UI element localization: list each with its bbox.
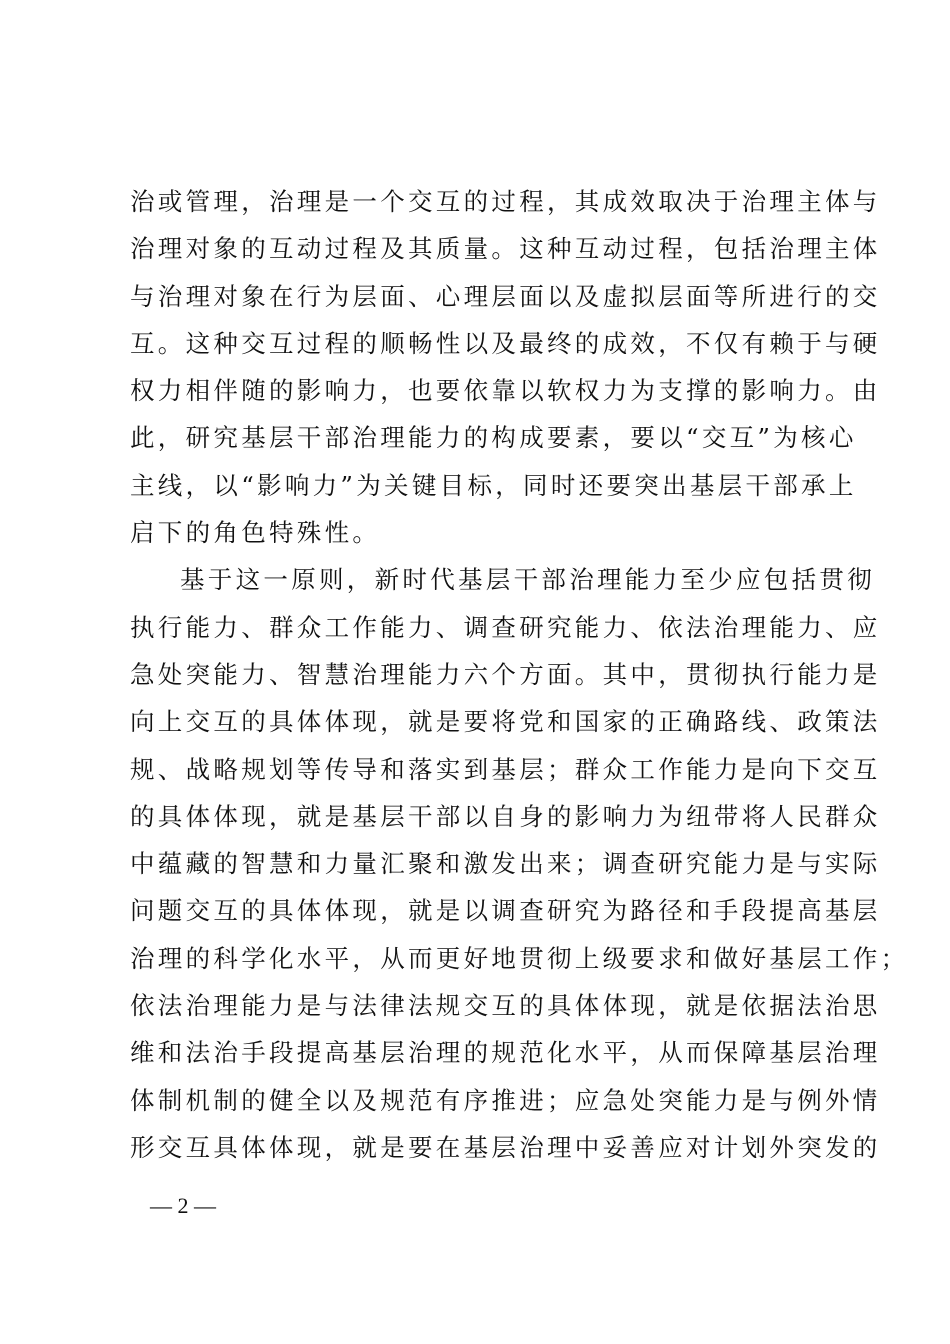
text-line: 与治理对象在行为层面、心理层面以及虚拟层面等所进行的交 [130,281,881,311]
text-line: 治或管理，治理是一个交互的过程，其成效取决于治理主体与 [130,187,881,216]
text-line: 的具体体现，就是基层干部以自身的影响力为纽带将人民群众 [130,801,881,831]
text-line: 主线，以“影响力”为关键目标，同时还要突出基层干部承上 [130,470,857,500]
text-line: 治理对象的互动过程及其质量。这种互动过程，包括治理主体 [130,234,881,264]
text-line: 中蕴藏的智慧和力量汇聚和激发出来；调查研究能力是与实际 [130,849,881,879]
text-line: 形交互具体体现，就是要在基层治理中妥善应对计划外突发的 [130,1132,881,1162]
text-line: 执行能力、群众工作能力、调查研究能力、依法治理能力、应 [130,612,881,642]
text-line: 依法治理能力是与法律法规交互的具体体现，就是依据法治思 [130,991,881,1021]
page-number: — 2 — [150,1193,216,1218]
body-text [130,178,909,1171]
text-line: 急处突能力、智慧治理能力六个方面。其中，贯彻执行能力是 [130,659,881,689]
text-line: 向上交互的具体体现，就是要将党和国家的正确路线、政策法 [130,707,881,737]
text-line: 启下的角色特殊性。 [130,518,381,548]
text-line: 问题交互的具体体现，就是以调查研究为路径和手段提高基层 [130,896,881,926]
text-line: 此，研究基层干部治理能力的构成要素，要以“交互”为核心 [130,423,857,453]
text-line: 权力相伴随的影响力，也要依靠以软权力为支撑的影响力。由 [130,376,881,406]
text-line: 规、战略规划等传导和落实到基层；群众工作能力是向下交互 [130,754,881,784]
text-line: 维和法治手段提高基层治理的规范化水平，从而保障基层治理 [130,1038,881,1068]
text-line: 治理的科学化水平，从而更好地贯彻上级要求和做好基层工作； [130,943,909,973]
text-line: 互。这种交互过程的顺畅性以及最终的成效，不仅有赖于与硬 [130,328,881,358]
text-line: 体制机制的健全以及规范有序推进；应急处突能力是与例外情 [130,1085,881,1115]
paragraph-first-line: 基于这一原则，新时代基层干部治理能力至少应包括贯彻 [180,565,875,595]
